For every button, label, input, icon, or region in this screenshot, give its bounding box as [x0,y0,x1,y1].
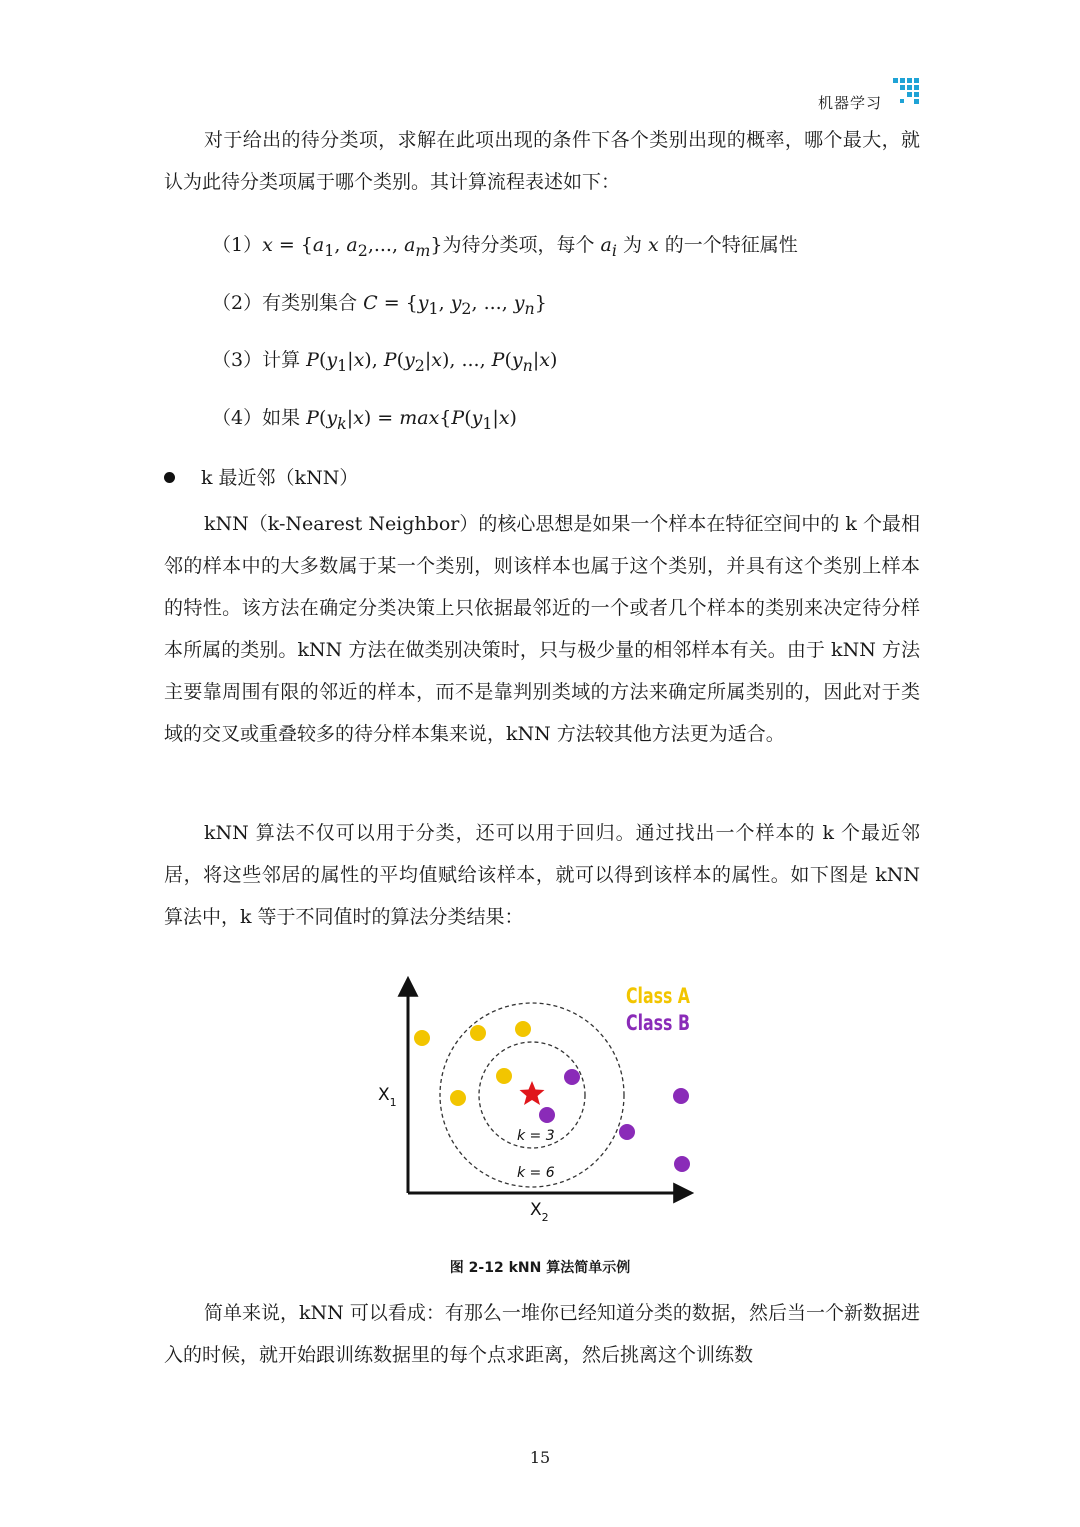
class-b-point [539,1107,555,1123]
class-b-point [674,1156,690,1172]
class-a-point [414,1030,430,1046]
figure-caption: 图 2-12 kNN 算法简单示例 [449,1260,631,1276]
query-star-icon [520,1081,545,1105]
step-3: （3）计算 $P(y_1|x)$, $P(y_2|x)$, ..., $P(y_n|x)$ [212,349,558,375]
legend-class-a: Class A [626,984,691,1008]
legend-class-b: Class B [626,1011,690,1035]
class-a-point [515,1021,531,1037]
section-heading [164,463,358,490]
x-axis-label: $X_2$ [530,1200,549,1224]
step-4: （4）如果 $P(y_k|x) = \max\{P(y_1|x)$ [212,407,517,433]
step-1: $(1)x = \{a_1$, $a_2$,..., $a_m$}为待分类项，每个 $a_i$ 为 x 的一个特征属性 [212,234,798,260]
step-2: （2）有类别集合 $C = \{y_1$, $y_2$, ..., $y_n$} [212,292,547,318]
paragraph-simple-explanation: 简单来说，kNN 可以看成：有那么一堆你已经知道分类的数据，然后当一个新数据进入的时候，就开始跟训练数据里的每个点求距离，然后挑离这个训练数 [164,1302,920,1366]
class-b-point [564,1069,580,1085]
paragraph-knn-regression: kNN 算法不仅可以用于分类，还可以用于回归。通过找出一个样本的 k 个最近邻居，将这些邻居的属性的平均值赋给该样本，就可以得到该样本的属性。如下图是 kNN 算法中，k 等于不同值时的算法分类结果： [164,822,920,928]
class-a-point [470,1025,486,1041]
paragraph-knn-core: kNN（k-Nearest Neighbor）的核心思想是如果一个样本在特征空间中的 k 个最相邻的样本中的大多数属于某一个类别，则该样本也属于这个类别，并具有这个类别上样本的特性。该方法在确定分类决策上只依据最邻近的一个或者几个样本的类别来决定待分样本所属的类别。kNN 方法在做类别决策时，只与极少量的相邻样本有关。由于 kNN 方法主要靠周围有限的邻近的样本，而不是靠判别类域的方法来确定所属类别的，因此对于类域的交叉或重叠较多的待分样本集来说，kNN 方法较其他方法更为适合。 [164,513,920,745]
page-number: 15 [529,1448,551,1467]
class-b-point [673,1088,689,1104]
knn-figure [370,968,700,1228]
logo-icon [893,78,919,108]
bullet-icon [164,472,175,483]
header-title: 机器学习 [818,94,883,112]
class-a-point [496,1068,512,1084]
section-heading-text: k 最近邻（kNN） [201,467,359,489]
intro-paragraph: 对于给出的待分类项，求解在此项出现的条件下各个类别出现的概率，哪个最大，就认为此待分类项属于哪个类别。其计算流程表述如下： [164,129,920,193]
class-a-point [450,1090,466,1106]
class-b-point [619,1124,635,1140]
k6-label: k = 6 [517,1165,555,1181]
k3-label: k = 3 [517,1128,555,1144]
y-axis-label: $X_1$ [378,1085,397,1109]
